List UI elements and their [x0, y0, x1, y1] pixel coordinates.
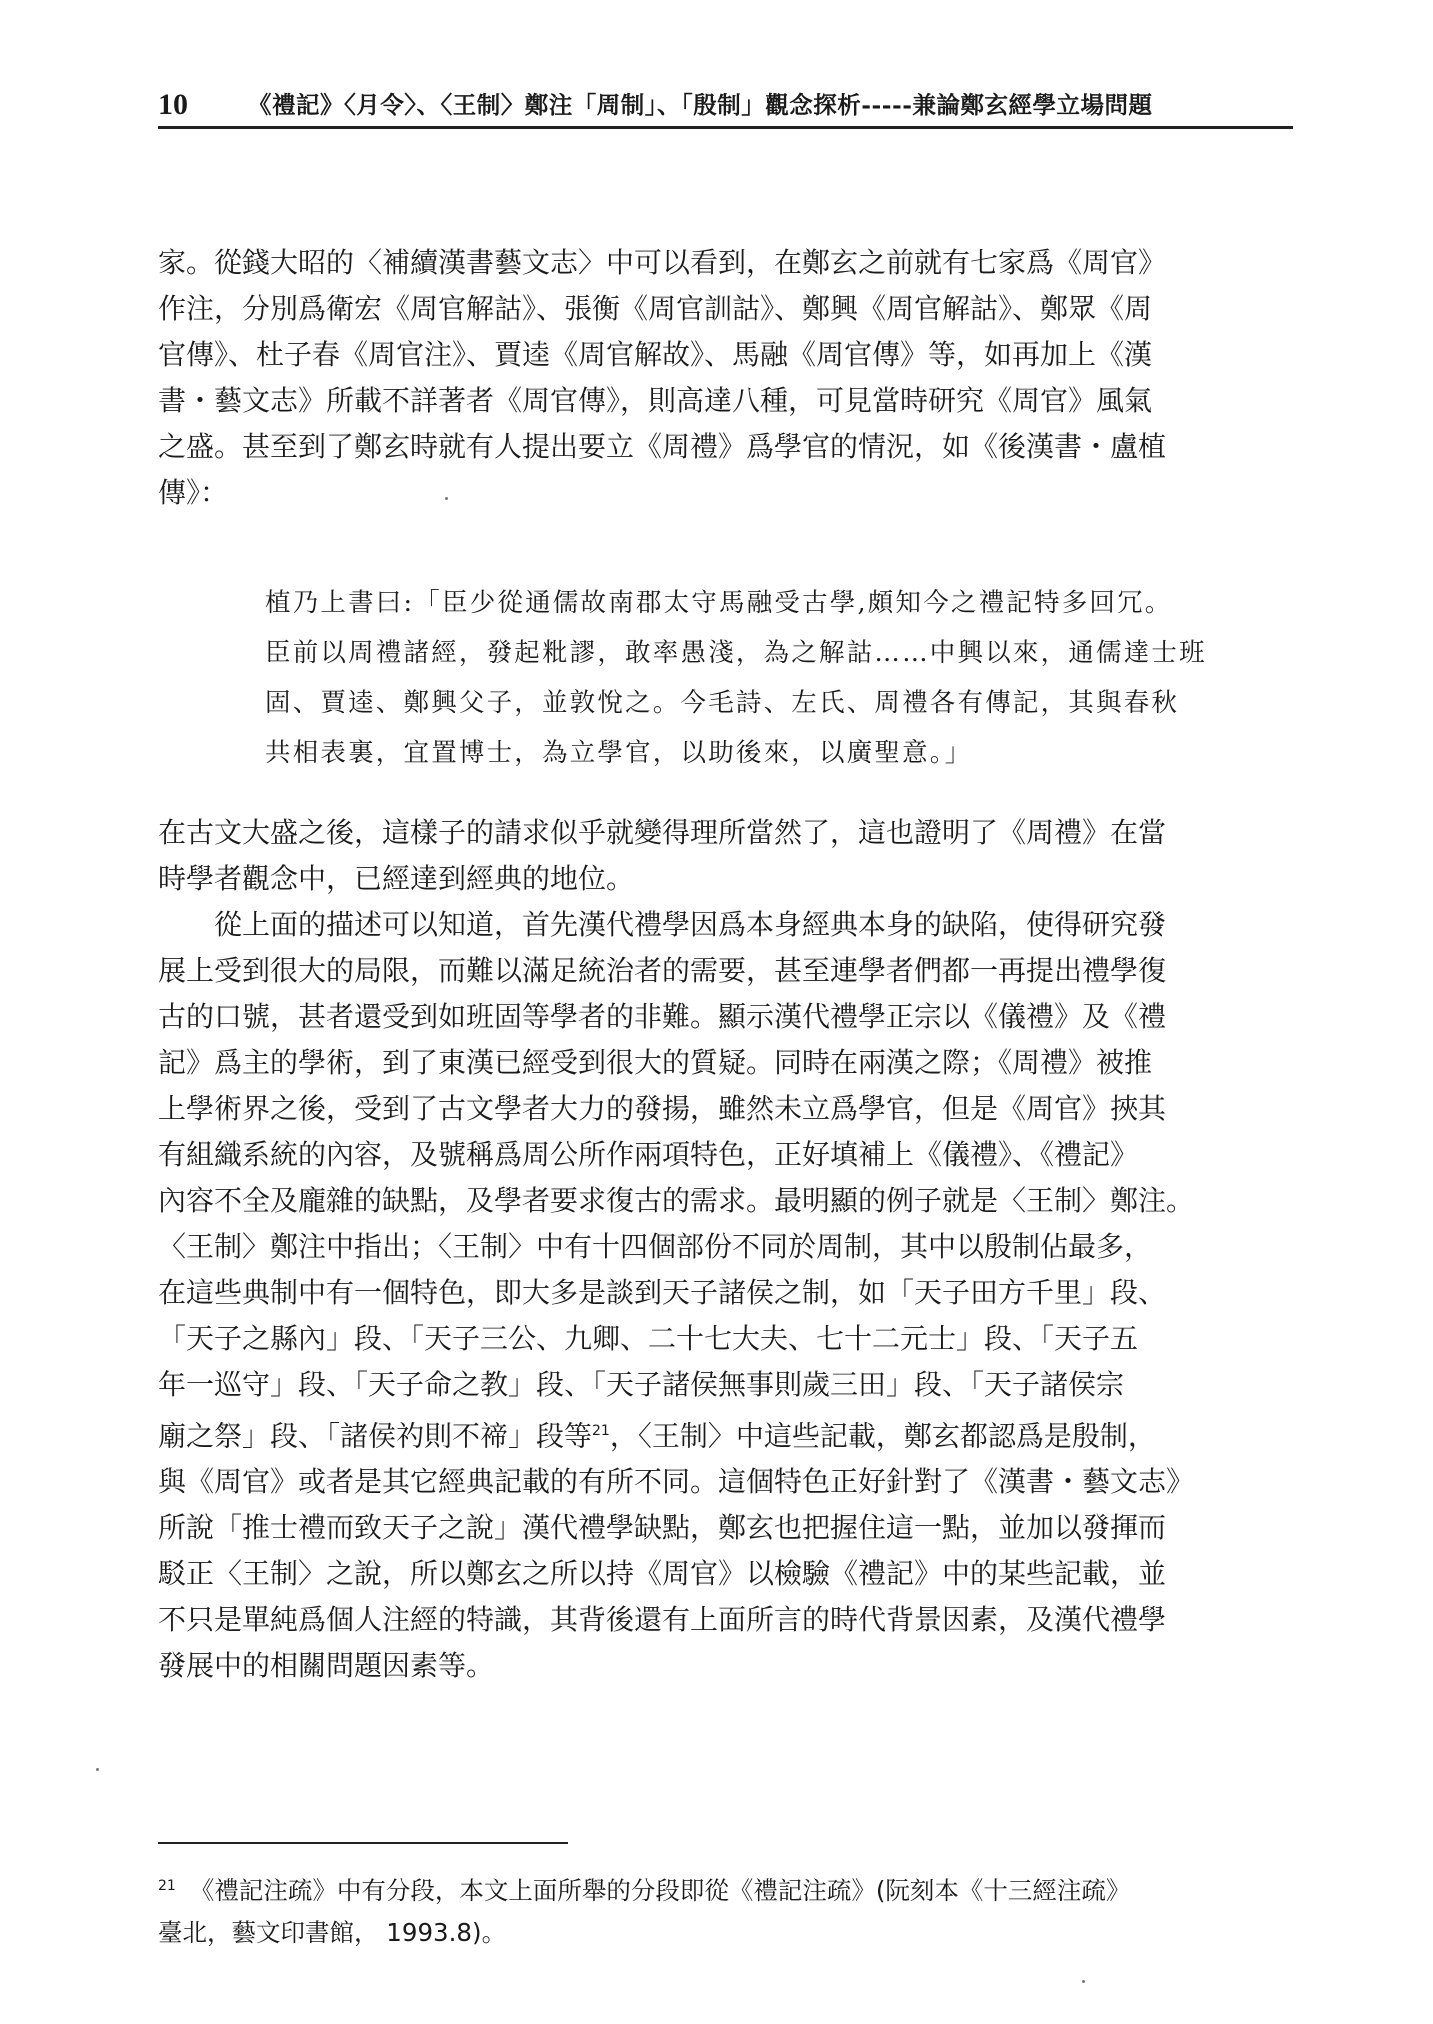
- text-segment: 廟之祭」段、「諸侯礿則不禘」段等: [158, 1419, 593, 1453]
- text-line: 之盛。甚至到了鄭玄時就有人提出要立《周禮》爲學官的情況，如《後漢書・盧植: [158, 430, 1167, 463]
- text-line: 傳》：: [158, 476, 229, 509]
- text-line: 在古文大盛之後，這樣子的請求似乎就變得理所當然了，這也證明了《周禮》在當: [158, 816, 1167, 849]
- text-line: 不只是單純爲個人注經的特識，其背後還有上面所言的時代背景因素，及漢代禮學: [158, 1603, 1167, 1637]
- running-header: [158, 82, 1293, 129]
- footnote-number: 21: [158, 1878, 176, 1894]
- footnote: [158, 1865, 1286, 1954]
- quote-line: 固、賈逵、鄭興父子，並敦悅之。今毛詩、左氏、周禮各有傳記，其與春秋: [265, 688, 1180, 718]
- text-line: 時學者觀念中，已經達到經典的地位。: [158, 862, 635, 895]
- footnote-divider: [158, 1842, 568, 1844]
- paragraph-3: [158, 902, 1286, 1689]
- running-title: 《禮記》〈月令〉、〈王制〉鄭注「周制」、「殷制」觀念探析-----兼論鄭玄經學立場問題: [248, 91, 1153, 119]
- text-line: 從上面的描述可以知道，首先漢代禮學因爲本身經典本身的缺陷，使得研究發: [214, 908, 1167, 941]
- text-line: 與《周官》或者是其它經典記載的有所不同。這個特色正好針對了《漢書・藝文志》: [158, 1465, 1195, 1499]
- footnote-line: [158, 1865, 1286, 1912]
- text-line: 駁正〈王制〉之說，所以鄭玄之所以持《周官》以檢驗《禮記》中的某些記載，並: [158, 1557, 1167, 1591]
- footnote-line: 臺北，藝文印書館， 1993.8)。: [158, 1918, 507, 1948]
- quote-line: 植乃上書曰:「臣少從通儒故南郡太守馬融受古學,頗知今之禮記特多回冗。: [265, 588, 1173, 618]
- text-line: 記》爲主的學術，到了東漢已經受到很大的質疑。同時在兩漢之際；《周禮》被推: [158, 1046, 1153, 1079]
- text-line: 發展中的相關問題因素等。: [158, 1649, 495, 1683]
- text-line: 官傳》、杜子春《周官注》、賈逵《周官解故》、馬融《周官傳》等，如再加上《漢: [158, 338, 1153, 371]
- text-line: 展上受到很大的局限，而難以滿足統治者的需要，甚至連學者們都一再提出禮學復: [158, 954, 1167, 987]
- paragraph-1: [158, 240, 1286, 516]
- quote-line: 臣前以周禮諸經，發起粃謬，敢率愚淺，為之解詁……中興以來，通儒達士班: [265, 638, 1207, 668]
- text-line: 作注，分別爲衛宏《周官解詁》、張衡《周官訓詁》、鄭興《周官解詁》、鄭眾《周: [158, 292, 1153, 325]
- text-line: 家。從錢大昭的〈補續漢書藝文志〉中可以看到，在鄭玄之前就有七家爲《周官》: [158, 246, 1167, 279]
- text-line: 所說「推士禮而致天子之說」漢代禮學缺點，鄭玄也把握住這一點，並加以發揮而: [158, 1511, 1167, 1545]
- block-quote: [265, 578, 1285, 778]
- scan-speck: [1082, 1980, 1085, 1983]
- text-line-with-footnote-ref: [158, 1408, 1286, 1459]
- paragraph-2: [158, 810, 1286, 902]
- text-line: 書・藝文志》所載不詳著者《周官傳》，則高達八種，可見當時研究《周官》風氣: [158, 384, 1153, 417]
- text-line: 在這些典制中有一個特色，即大多是談到天子諸侯之制，如「天子田方千里」段、: [158, 1276, 1167, 1309]
- page-number: 10: [158, 88, 188, 121]
- text-line: 內容不全及龐雜的缺點，及學者要求復古的需求。最明顯的例子就是〈王制〉鄭注。: [158, 1184, 1195, 1217]
- quote-line: 共相表裏，宜置博士，為立學官，以助後來，以廣聖意。」: [265, 738, 973, 768]
- text-line: 「天子之縣內」段、「天子三公、九卿、二十七大夫、七十二元士」段、「天子五: [158, 1322, 1139, 1355]
- text-segment: ，〈王制〉中這些記載，鄭玄都認爲是殷制，: [609, 1419, 1156, 1453]
- scan-speck: [96, 1768, 99, 1771]
- text-line: 上學術界之後，受到了古文學者大力的發揚，雖然未立爲學官，但是《周官》挾其: [158, 1092, 1167, 1125]
- text-line: 古的口號，甚者還受到如班固等學者的非難。顯示漢代禮學正宗以《儀禮》及《禮: [158, 1000, 1167, 1033]
- footnote-reference[interactable]: 21: [592, 1423, 610, 1439]
- text-line: 年一巡守」段、「天子命之教」段、「天子諸侯無事則歲三田」段、「天子諸侯宗: [158, 1368, 1125, 1401]
- text-line: 有組織系統的內容，及號稱爲周公所作兩項特色，正好填補上《儀禮》、《禮記》: [158, 1138, 1139, 1171]
- footnote-text: 《禮記注疏》中有分段，本文上面所舉的分段即從《禮記注疏》(阮刻本《十三經注疏》: [189, 1876, 1131, 1906]
- scan-speck: [445, 497, 448, 500]
- text-line: 〈王制〉鄭注中指出；〈王制〉中有十四個部份不同於周制，其中以殷制佔最多，: [158, 1230, 1153, 1263]
